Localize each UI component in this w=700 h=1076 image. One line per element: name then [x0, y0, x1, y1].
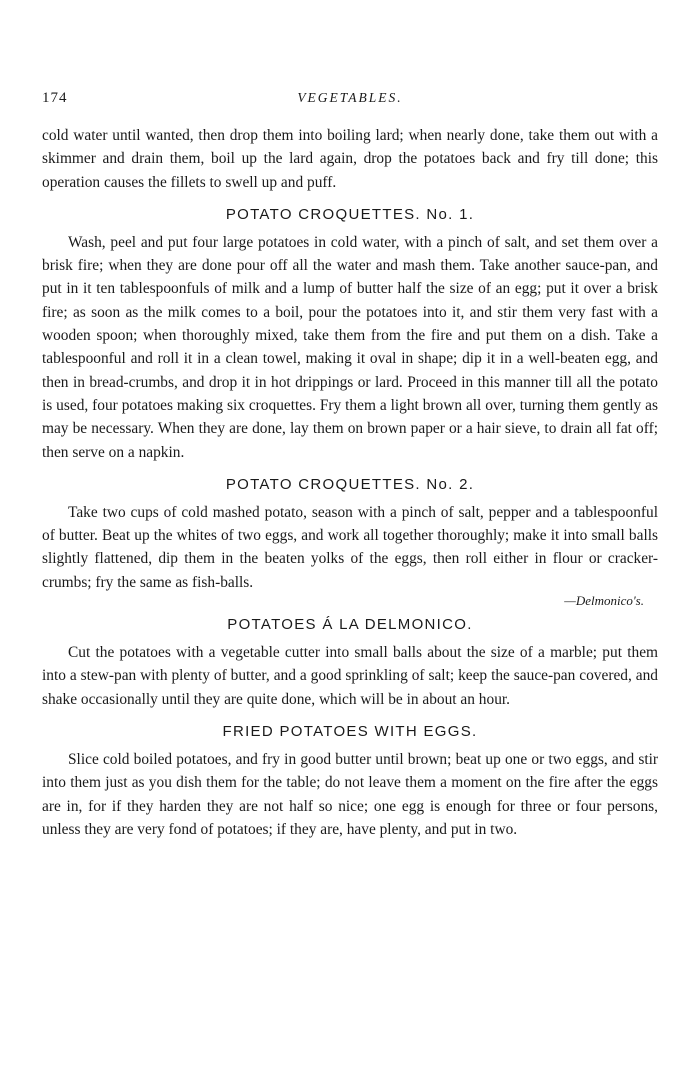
running-head	[42, 90, 658, 112]
running-title: VEGETABLES.	[297, 90, 403, 105]
recipe-text-potato-croquettes-1: Wash, peel and put four large potatoes in cold water, with a pinch of salt, and set them over a brisk fire; when they are done pour off all the water and mash them. Take another sauce-pan, and put in it ten tablespoonfuls of milk and a lump of butter half the size of an egg; put it over a brisk fire; as soon as the milk comes to a boil, pour the potatoes into it, and stir them very fast with a wooden spoon; when thoroughly mixed, take them from the fire and put them on a dish. Take a tablespoonful and roll it in a clean towel, making it oval in shape; dip it in a well-beaten egg, and then in bread-crumbs, and drop it in hot drippings or lard. Proceed in this manner till all the potato is used, four potatoes making six croquettes. Fry them a light brown all over, turning them gently as may be necessary. When they are done, lay them on brown paper or a hair sieve, to drain all fat off; then serve on a napkin.	[42, 233, 658, 461]
continued-paragraph: cold water until wanted, then drop them into boiling lard; when nearly done, take them out with a skimmer and drain them, boil up the lard again, drop the potatoes back and fry till done; this operation causes the fillets to swell up and puff.	[42, 127, 658, 191]
recipe-text-potato-croquettes-2: Take two cups of cold mashed potato, season with a pinch of salt, pepper and a tablespoonful of butter. Beat up the whites of two eggs, and work all together thoroughly; make it into small balls slightly flattened, dip them in the beaten yolks of the eggs, then roll either in flour or cracker-crumbs; fry the same as fish-balls.	[42, 503, 658, 591]
recipe-title-potato-croquettes-2: POTATO CROQUETTES. No. 2.	[225, 475, 475, 493]
page-number: 174	[42, 90, 68, 106]
recipe-text-fried-potatoes-with-eggs: Slice cold boiled potatoes, and fry in good butter until brown; beat up one or two eggs, and stir into them just as you dish them for the table; do not leave them a moment on the fire after the eggs are in, for if they harden they are not half so nice; one egg is enough for three or four persons, unless they are very fond of potatoes; if they are, have plenty, and put in two.	[42, 750, 658, 838]
page-body	[42, 124, 658, 841]
recipe-title-potato-croquettes-1: POTATO CROQUETTES. No. 1.	[225, 205, 475, 223]
recipe-title-potatoes-a-la-delmonico: POTATOES Á LA DELMONICO.	[227, 616, 473, 634]
recipe-attribution: —Delmonico's.	[564, 593, 644, 609]
recipe-text-potatoes-a-la-delmonico: Cut the potatoes with a vegetable cutter into small balls about the size of a marble; put them into a stew-pan with plenty of butter, and a good sprinkling of salt; keep the sauce-pan covered, and shake occasionally until they are quite done, which will be in about an hour.	[42, 644, 658, 708]
recipe-title-fried-potatoes-with-eggs: FRIED POTATOES WITH EGGS.	[222, 722, 478, 740]
